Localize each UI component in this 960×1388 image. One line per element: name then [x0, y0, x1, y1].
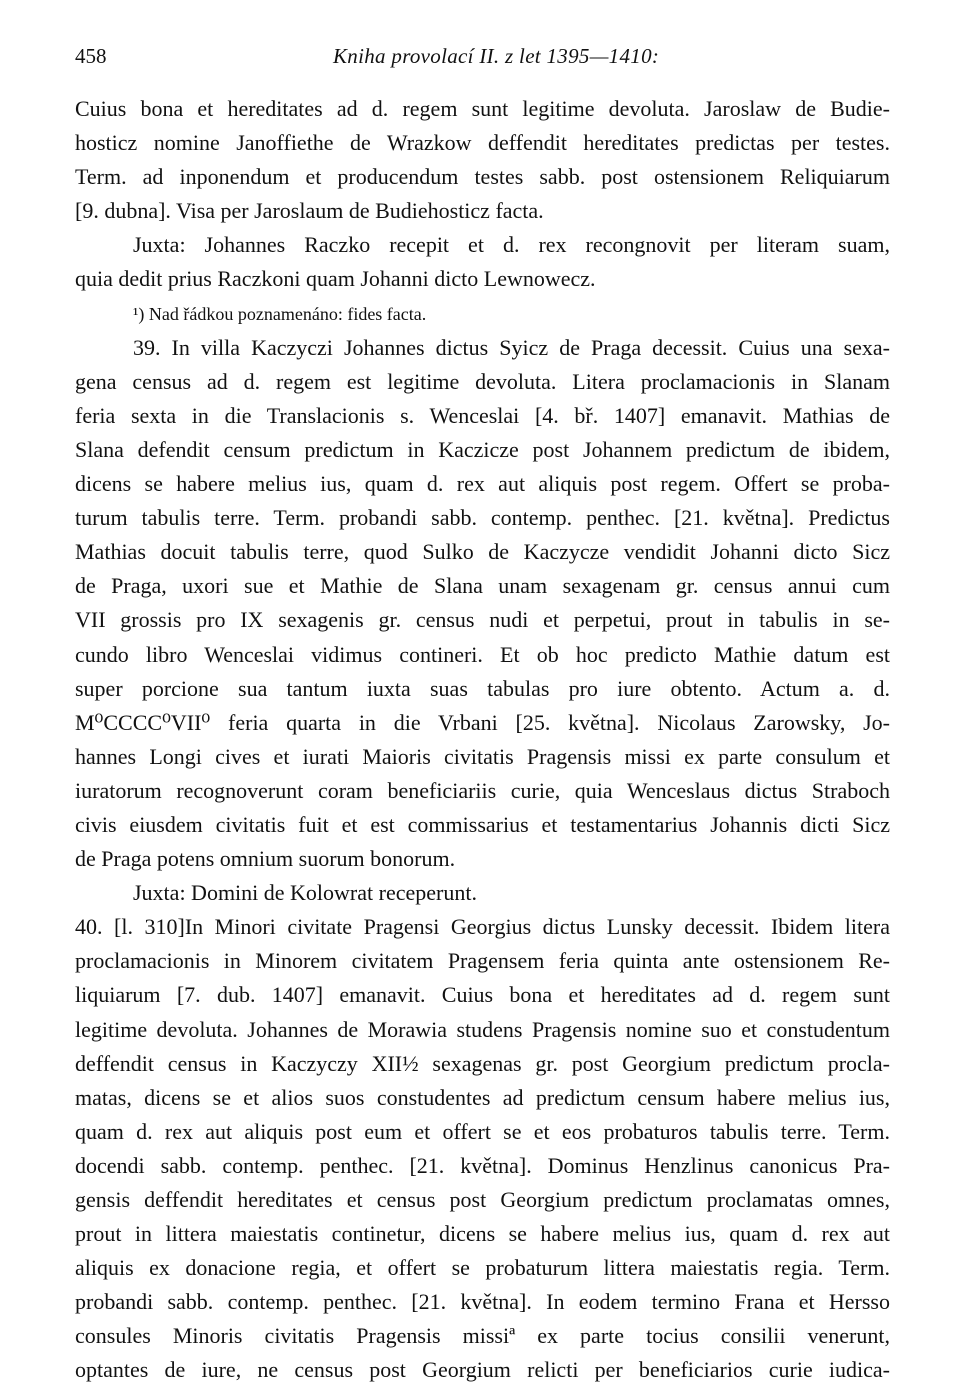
text-line: Slana defendit censum predictum in Kaczicze post Johannem predictum de ibidem,: [75, 436, 890, 462]
juxta-note: Juxta: Domini de Kolowrat receperunt.: [133, 880, 477, 906]
text-line: super porcione sua tantum iuxta suas tabulas pro iure obtento. Actum a. d.: [75, 675, 890, 701]
text-line: de Praga, uxori sue et Mathie de Slana unam sexagenam gr. census annui cum: [75, 573, 890, 599]
text-line: consules Minoris civitatis Pragensis missiª ex parte tocius consilii venerunt,: [75, 1323, 890, 1349]
text-line: aliquis ex donacione regia, et offert se probaturum littera maiestatis regia. Term.: [75, 1255, 890, 1281]
text-line: proclamacionis in Minorem civitatem Pragensem feria quinta ante ostensionem Re-: [75, 948, 890, 974]
text-line: deffendit census in Kaczyczy XII½ sexagenas gr. post Georgium predictum procla-: [75, 1050, 890, 1076]
text-line: legitime devoluta. Johannes de Morawia studens Pragensis nomine suo et constudentum: [75, 1016, 890, 1042]
text-line: gena census ad d. regem est legitime devoluta. Litera proclamacionis in Slanam: [75, 368, 890, 394]
text-line: hosticz nomine Janoffiethe de Wrazkow deffendit hereditates predictas per testes.: [75, 130, 890, 156]
text-line: feria sexta in die Translacionis s. Wenceslai [4. bř. 1407] emanavit. Mathias de: [75, 402, 890, 428]
text-line: VII grossis pro IX sexagenis gr. census nudi et perpetui, prout in tabulis in se-: [75, 607, 890, 633]
text-line: dicens se habere melius ius, quam d. rex aut aliquis post regem. Offert se proba-: [75, 471, 890, 497]
text-line: optantes de iure, ne census post Georgium relicti per beneficiarios curie iudica-: [75, 1357, 890, 1383]
text-line: quam d. rex aut aliquis post eum et offert se et eos probaturos tabulis terre. Term.: [75, 1118, 890, 1144]
footnote: ¹) Nad řádkou poznamenáno: fides facta.: [133, 303, 427, 324]
entry-40-start: 40. [l. 310]In Minori civitate Pragensi Georgius dictus Lunsky decessit. Ibidem litera: [75, 914, 890, 940]
text-line: civis eiusdem civitatis fuit et est commissarius et testamentarius Johannis dicti Sicz: [75, 811, 890, 837]
text-line: M⁰CCCC⁰VII⁰ feria quarta in die Vrbani [25. května]. Nicolaus Zarowsky, Jo-: [75, 709, 890, 735]
page-number: 458: [75, 44, 107, 68]
text-line: liquiarum [7. dub. 1407] emanavit. Cuius bona et hereditates ad d. regem sunt: [75, 982, 890, 1008]
text-line: docendi sabb. contemp. penthec. [21. května]. Dominus Henzlinus canonicus Pra-: [75, 1152, 890, 1178]
text-line: de Praga potens omnium suorum bonorum.: [75, 846, 456, 872]
juxta-note: Juxta: Johannes Raczko recepit et d. rex recongnovit per literam suam,: [133, 232, 890, 258]
text-line: Mathias docuit tabulis terre, quod Sulko de Kaczycze vendidit Johanni dicto Sicz: [75, 539, 890, 565]
text-line: Term. ad inponendum et producendum testes sabb. post ostensionem Reliquiarum: [75, 164, 890, 190]
text-line: cundo libro Wenceslai vidimus contineri. Et ob hoc predicto Mathie datum est: [75, 641, 890, 667]
text-line: [9. dubna]. Visa per Jaroslaum de Budiehosticz facta.: [75, 198, 544, 224]
text-line: gensis deffendit hereditates et census post Georgium predictum proclamatas omnes,: [75, 1187, 890, 1212]
text-line: probandi sabb. contemp. penthec. [21. května]. In eodem termino Frana et Hersso: [75, 1289, 890, 1315]
text-line: quia dedit prius Raczkoni quam Johanni dicto Lewnowecz.: [75, 266, 596, 292]
text-line: prout in littera maiestatis continetur, dicens se habere melius ius, quam d. rex aut: [75, 1221, 890, 1247]
text-line: hannes Longi cives et iurati Maioris civitatis Pragensis missi ex parte consulum et: [75, 743, 890, 769]
text-line: turum tabulis terre. Term. probandi sabb. contemp. penthec. [21. května]. Predictus: [75, 505, 890, 531]
text-line: iuratorum recognoverunt coram beneficiariis curie, quia Wenceslaus dictus Straboch: [75, 777, 890, 803]
text-line: Cuius bona et hereditates ad d. regem sunt legitime devoluta. Jaroslaw de Budie-: [75, 96, 890, 121]
page-header: [75, 44, 892, 78]
running-title: Kniha provolací II. z let 1395—1410:: [333, 44, 660, 68]
body-text: [75, 92, 890, 1388]
entry-39-start: 39. In villa Kaczyczi Johannes dictus Syicz de Praga decessit. Cuius una sexa-: [133, 334, 890, 360]
text-line: matas, dicens se et alios suos constudentes ad predictum censum habere melius ius,: [75, 1084, 890, 1110]
